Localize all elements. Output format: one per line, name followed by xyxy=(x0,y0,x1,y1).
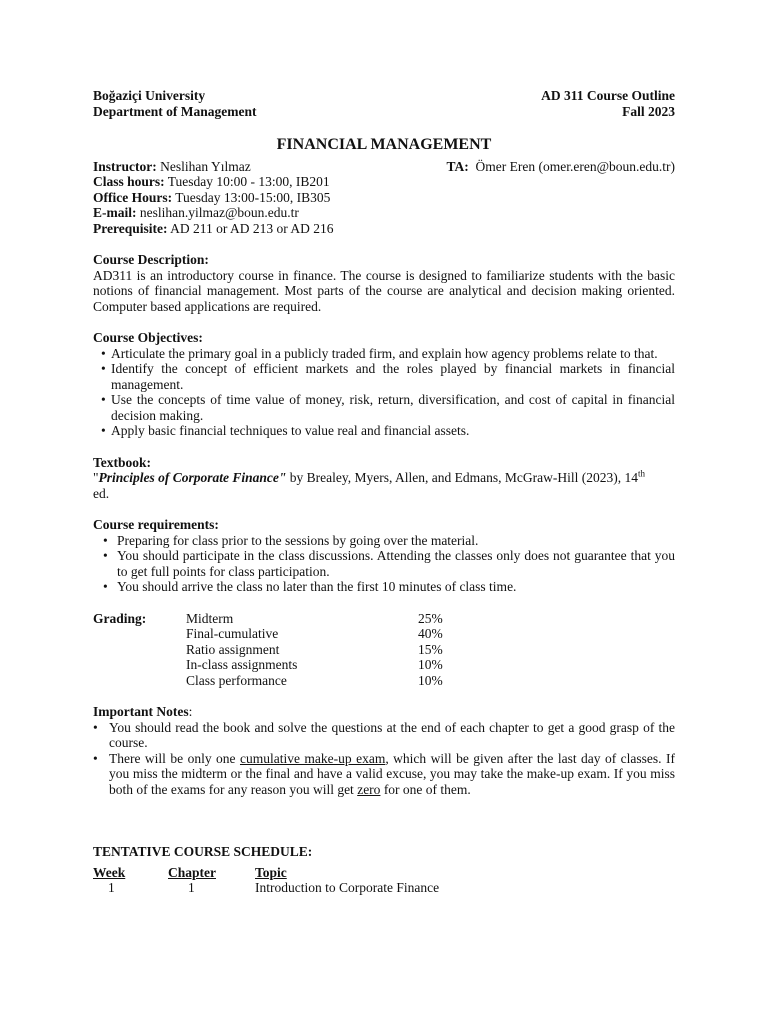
schedule-heading: TENTATIVE COURSE SCHEDULE: xyxy=(93,844,313,859)
textbook-title: Principles of Corporate Finance" xyxy=(98,470,287,485)
list-item: • Identify the concept of efficient markets and the roles played by financial markets in financial management. xyxy=(101,361,675,392)
description-heading: Course Description: xyxy=(93,252,209,267)
description-text: AD311 is an introductory course in finance. The course is designed to familiarize students with the basic notions of financial management. Most parts of the course are analytical and decision making oriented. Computer based applications are required. xyxy=(93,267,675,314)
grading-percent: 10% xyxy=(418,672,443,688)
class-hours-value: Tuesday 10:00 - 13:00, IB201 xyxy=(167,174,330,189)
zero-text: zero xyxy=(357,781,381,797)
grading-percent: 25% xyxy=(418,610,443,626)
prerequisite-value: AD 211 or AD 213 or AD 216 xyxy=(170,220,334,236)
requirements-heading: Course requirements: xyxy=(93,517,219,532)
instructor-name: Neslihan Yılmaz xyxy=(160,158,251,174)
ta-label: TA: xyxy=(446,158,469,174)
email-row xyxy=(93,205,675,221)
textbook-edition-tail: ed. xyxy=(93,485,110,501)
schedule-table xyxy=(93,865,675,896)
note-text: , which will be given after the last day of classes. If you miss the midterm or the final and have a valid excuse, you may take the make-up exam. If you miss both of the exams for any reason you will get xyxy=(109,750,675,797)
grading-item: Ratio assignment xyxy=(186,641,280,657)
list-item: • You should arrive the class no later than the first 10 minutes of class time. xyxy=(101,579,675,595)
grading-table xyxy=(93,611,675,689)
list-item: • Use the concepts of time value of money, risk, return, diversification, and cost of capital in financial decision making. xyxy=(101,392,675,423)
note-text: for one of them. xyxy=(380,781,471,797)
email-value: neslihan.yilmaz@boun.edu.tr xyxy=(139,205,299,220)
class-hours-row xyxy=(93,174,675,190)
course-info xyxy=(93,159,675,237)
grading-label: Grading: xyxy=(93,610,147,626)
instructor-label: Instructor: xyxy=(93,158,157,174)
grading-item: Midterm xyxy=(186,610,234,626)
objectives-heading: Course Objectives: xyxy=(93,330,203,345)
email-label: E-mail: xyxy=(93,205,137,220)
grading-item: Final-cumulative xyxy=(186,626,279,641)
textbook-edition-suffix: th xyxy=(637,468,645,479)
office-hours-row xyxy=(93,190,675,206)
notes-list xyxy=(93,720,675,798)
grading-percent: 15% xyxy=(418,641,443,657)
textbook-citation xyxy=(93,470,675,501)
makeup-exam-text: cumulative make-up exam xyxy=(239,750,386,766)
document-header xyxy=(93,88,675,119)
grading-item: In-class assignments xyxy=(186,657,298,672)
term-label: Fall 2023 xyxy=(622,103,675,119)
list-item: • Apply basic financial techniques to value real and financial assets. xyxy=(101,423,675,439)
schedule-week-cell: 1 xyxy=(108,880,115,895)
requirements-list xyxy=(93,533,675,595)
textbook-heading: Textbook: xyxy=(93,454,152,470)
prerequisite-label: Prerequisite: xyxy=(93,220,168,236)
course-outline-page xyxy=(93,88,675,896)
textbook-quote-open: " xyxy=(93,470,99,485)
instructor-row xyxy=(93,159,675,175)
office-hours-value: Tuesday 13:00-15:00, IB305 xyxy=(175,189,331,205)
list-item: • Preparing for class prior to the sessions by going over the material. xyxy=(101,533,675,549)
notes-heading xyxy=(93,704,675,720)
notes-heading-colon: : xyxy=(188,704,193,719)
textbook-details: by Brealey, Myers, Allen, and Edmans, McGraw-Hill (2023), 14 xyxy=(286,470,638,485)
office-hours-label: Office Hours: xyxy=(93,189,173,205)
objectives-list xyxy=(93,346,675,439)
course-outline-label: AD 311 Course Outline xyxy=(541,88,675,103)
list-item: • Articulate the primary goal in a publicly traded firm, and explain how agency problems relate to that. xyxy=(101,346,675,362)
schedule-chapter-cell: 1 xyxy=(188,880,195,895)
schedule-col-chapter: Chapter xyxy=(168,864,216,880)
prerequisite-row xyxy=(93,221,675,237)
list-item: • You should participate in the class discussions. Attending the classes only does not guarantee that you to get full points for class participation. xyxy=(101,548,675,579)
list-item xyxy=(93,751,675,798)
grading-item: Class performance xyxy=(186,672,287,688)
schedule-col-topic: Topic xyxy=(255,864,287,880)
university-name: Boğaziçi University xyxy=(93,88,206,103)
header-left xyxy=(93,88,256,119)
class-hours-label: Class hours: xyxy=(93,174,165,189)
list-item: • You should read the book and solve the questions at the end of each chapter to get a good grasp of the course. xyxy=(93,720,675,751)
grading-percent: 40% xyxy=(418,626,443,641)
schedule-topic-cell: Introduction to Corporate Finance xyxy=(255,880,440,895)
header-right xyxy=(541,88,675,119)
schedule-col-week: Week xyxy=(93,864,126,880)
grading-percent: 10% xyxy=(418,657,443,672)
ta-name: Ömer Eren (omer.eren@boun.edu.tr) xyxy=(475,158,675,174)
notes-heading-text: Important Notes xyxy=(93,704,189,719)
document-title: FINANCIAL MANAGEMENT xyxy=(276,136,492,153)
department-name: Department of Management xyxy=(93,103,257,119)
note-text: There will be only one xyxy=(109,750,240,766)
